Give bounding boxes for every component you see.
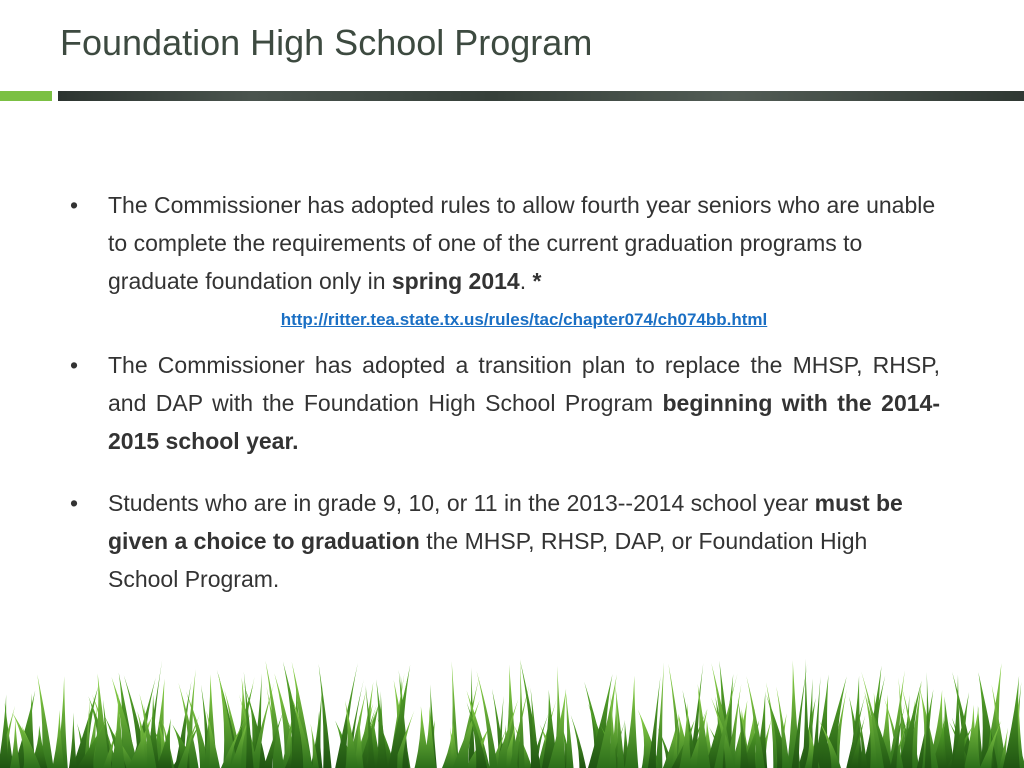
bullet-1-text-end: . xyxy=(519,268,533,294)
bullet-2-emphasis: beginning with the 2014-2015 school year. xyxy=(108,390,940,454)
bullet-2-text: The Commissioner has adopted a transition plan to replace the MHSP, RHSP, and DAP with the Foundation High School Program xyxy=(108,352,940,416)
bullet-1-emphasis: spring 2014 xyxy=(391,268,520,294)
grass-border-image xyxy=(0,658,1024,768)
bullet-text-2 xyxy=(108,346,940,460)
bullet-text-1 xyxy=(108,186,940,300)
bullet-1-asterisk: * xyxy=(532,268,542,294)
accent-bar-green xyxy=(0,91,52,101)
bullet-text-3 xyxy=(108,484,940,598)
bullet-1-text-start: The Commissioner has adopted rules to allow fourth year seniors who are unable to complete the requirements of one of the current graduation programs to graduate foundation only in xyxy=(108,192,936,294)
slide-content xyxy=(70,186,940,598)
rules-link-row xyxy=(70,308,940,332)
bullet-3-text-end: the MHSP, RHSP, DAP, or Foundation High School Program. xyxy=(108,528,868,592)
grass-blade xyxy=(69,712,77,768)
bullet-3-text-start: Students who are in grade 9, 10, or 11 in the 2013--2014 school year xyxy=(108,490,815,516)
bullet-spacer xyxy=(70,460,940,484)
bullet-3-emphasis: must be given a choice to graduation xyxy=(108,490,903,554)
grass-blade xyxy=(265,661,284,768)
bullet-item-1 xyxy=(70,186,940,300)
bullet-marker: • xyxy=(70,192,79,218)
bullet-item-2 xyxy=(70,346,940,460)
grass-blade xyxy=(571,715,586,768)
grass-blade xyxy=(696,684,710,768)
bullet-marker: • xyxy=(70,490,79,516)
page-title: Foundation High School Program xyxy=(60,22,593,63)
bullet-item-3 xyxy=(70,484,940,598)
bullet-marker: • xyxy=(70,352,79,378)
title-divider-bar xyxy=(58,91,1024,101)
rules-link[interactable]: http://ritter.tea.state.tx.us/rules/tac/chapter074/ch074bb.html xyxy=(280,310,768,329)
grass-blade xyxy=(519,659,525,768)
